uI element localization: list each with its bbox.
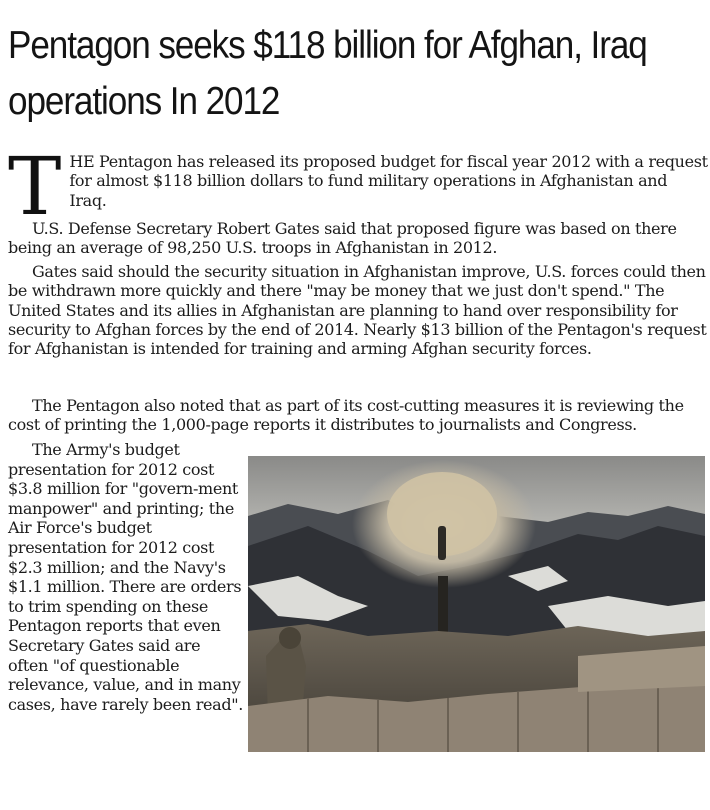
paragraph-budget-presentations: The Army's budget presentation for 2012 cost $3.8 million for "govern-ment manpower" and printing; the Air Force's budget presentation for 2012 cost $2.3 million; and the Navy's $1.1 million. There are orders to trim spending on these Pentagon reports that even Secretary Gates said are often "of questionable relevance, value, and in many cases, have rarely been read". [8, 440, 243, 714]
article-headline: Pentagon seeks $118 billion for Afghan, Iraq operations In 2012 [8, 24, 647, 123]
paragraph-gates-troops: U.S. Defense Secretary Robert Gates said that proposed figure was based on there being an average of 98,250 U.S. troops in Afghanistan in 2012. [8, 219, 677, 258]
lead-text: HE Pentagon has released its proposed budget for fiscal year 2012 with a request for almost $118 billion dollars to fund military operations in Afghanistan and Iraq. [69, 152, 708, 210]
photo-soldier-helmet [279, 627, 301, 649]
drop-cap: T [8, 140, 62, 233]
article-photo-mortar-fire [248, 456, 705, 752]
paragraph-cost-cutting: The Pentagon also noted that as part of its cost-cutting measures it is reviewing the cost of printing the 1,000-page reports it distributes to journalists and Congress. [8, 396, 684, 435]
photo-mortar-shell [438, 526, 446, 560]
paragraph-security-situation: Gates said should the security situation in Afghanistan improve, U.S. forces could then be withdrawn more quickly and there "may be money that we just don't spend." The United States and its allies in Afghanistan are planning to hand over responsibility for security to Afghan forces by the end of 2014. Nearly $13 billion of the Pentagon's request for Afghanistan is intended for training and arming Afghan security forces. [8, 262, 707, 359]
lead-paragraph [8, 140, 708, 233]
